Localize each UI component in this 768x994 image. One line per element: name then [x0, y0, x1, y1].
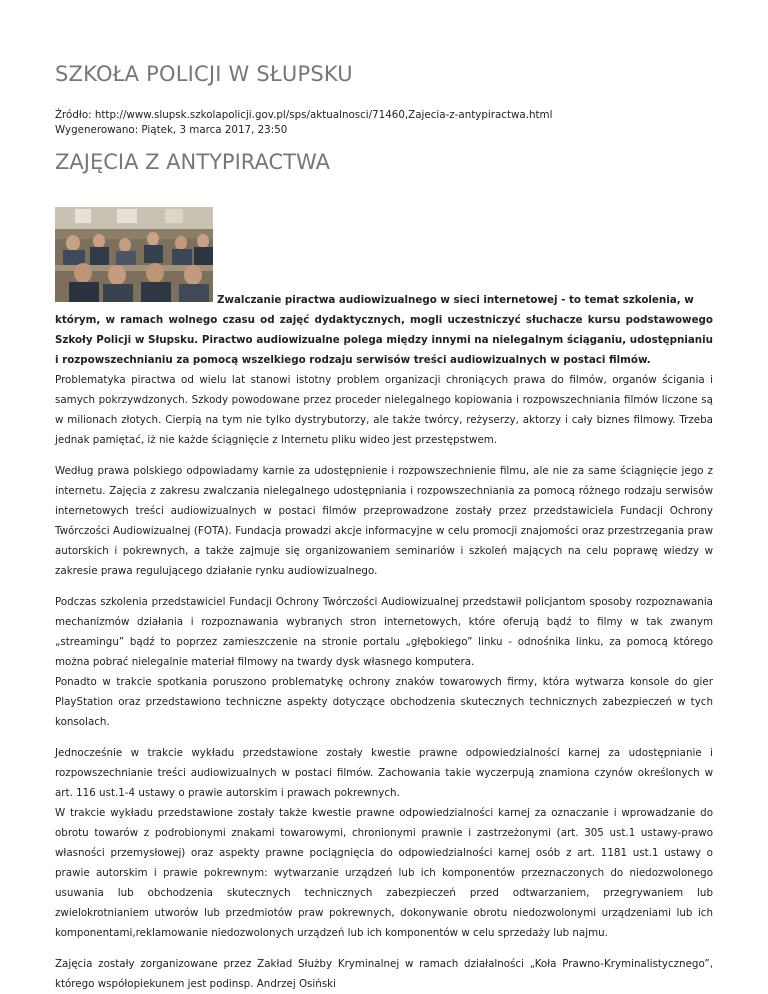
- lead-rest: którym, w ramach wolnego czasu od zajęć dydaktycznych, mogli uczestniczyć słuchacze kursu podstawowego Szkoły Policji w Słupsku. Piractwo audiowizualne polega między innymi na nielegalnym ściąganiu, udostępnianiu i rozpowszechnianiu za pomocą wszelkiego rodzaju serwisów treści audiowizualnych w postaci filmów.: [55, 314, 713, 366]
- article-title: ZAJĘCIA Z ANTYPIRACTWA: [55, 150, 330, 174]
- paragraph-2: Według prawa polskiego odpowiadamy karnie za udostępnienie i rozpowszechnienie filmu, ale nie za same ściągnięcie jego z internetu. Zajęcia z zakresu zwalczania nielegalnego udostępniania i rozpowszechniania za pomocą różnego rodzaju serwisów internetowych treści audiowizualnych w postaci filmów przeprowadzone zostały przez przedstawiciela Fundacji Ochrony Twórczości Audiowizualnej (FOTA). Fundacja prowadzi akcje informacyjne w celu promocji znajomości oraz przestrzegania praw autorskich i pokrewnych, a także zajmuje się organizowaniem seminariów i szkoleń mających na celu poprawę wiedzy w zakresie prawa regulującego działanie rynku audiowizualnego.: [55, 465, 713, 577]
- lead-first-line: Zwalczanie piractwa audiowizualnego w sieci internetowej - to temat szkolenia, w: [217, 294, 694, 306]
- paragraph-3a: Podczas szkolenia przedstawiciel Fundacji Ochrony Twórczości Audiowizualnej przedstawił policjantom sposoby rozpoznawania mechanizmów działania i rozpoznawania wybranych stron internetowych, które oferują bądź to filmy w tak zwanym „streamingu” bądź to poprzez zamieszczenie na stronie portalu „głębokiego” linku - odnośnika linku, za pomocą którego można pobrać nielegalnie materiał filmowy na twardy dysk własnego komputera.: [55, 596, 713, 668]
- paragraph-5: Zajęcia zostały zorganizowane przez Zakład Służby Kryminalnej w ramach działalności „Koła Prawno-Kryminalistycznego”, którego współopiekunem jest podinsp. Andrzej Osiński: [55, 958, 713, 990]
- article-content: [55, 290, 713, 994]
- paragraph-4b: W trakcie wykładu przedstawione zostały także kwestie prawne odpowiedzialności karnej za oznaczanie i wprowadzanie do obrotu towarów z podrobionymi znakami towarowymi, chronionymi prawnie i zastrzeżonymi (art. 305 ust.1 ustawy-prawo własności przemysłowej) oraz aspekty prawne pociągnięcia do odpowiedzialności karnej osób z art. 1181 ust.1 ustawy o prawie autorskim i prawie pokrewnym: wytwarzanie urządzeń lub ich komponentów przeznaczonych do niedozwolonego usuwania lub obchodzenia skutecznych technicznych zabezpieczeń przed odtwarzaniem, przegrywaniem lub zwielokrotnianiem utworów lub przedmiotów praw pokrewnych, dokonywanie obrotu niedozwolonymi urządzeniami lub ich komponentami,reklamowanie niedozwolonych urządzeń lub ich komponentów w celu sprzedaży lub najmu.: [55, 807, 713, 939]
- meta-info: [55, 108, 552, 138]
- generated-date: Wygenerowano: Piątek, 3 marca 2017, 23:50: [55, 124, 288, 136]
- article-photo: [55, 207, 213, 302]
- paragraph-1: Problematyka piractwa od wielu lat stanowi istotny problem organizacji chroniących prawa do filmów, organów ścigania i samych pokrzywdzonych. Szkody powodowane przez proceder nielegalnego kopiowania i rozpowszechniania filmów liczone są w milionach złotych. Cierpią na tym nie tylko dystrybutorzy, ale także twórcy, reżyserzy, aktorzy i cały biznes filmowy. Trzeba jednak pamiętać, iż nie każde ściągnięcie z Internetu pliku wideo jest przestępstwem.: [55, 374, 713, 446]
- classroom-photo-icon: [55, 207, 213, 302]
- article-lead: [55, 290, 713, 370]
- paragraph-3b: Ponadto w trakcie spotkania poruszono problematykę ochrony znaków towarowych firmy, która wytwarza konsole do gier PlayStation oraz przedstawiono techniczne aspekty dotyczące obchodzenia skutecznych technicznych zabezpieczeń w tych konsolach.: [55, 676, 713, 728]
- source-url: Źródło: http://www.slupsk.szkolapolicji.gov.pl/sps/aktualnosci/71460,Zajecia-z-antypiractwa.html: [55, 109, 553, 121]
- paragraph-4a: Jednocześnie w trakcie wykładu przedstawione zostały kwestie prawne odpowiedzialności karnej za udostępnianie i rozpowszechnianie treści audiowizualnych w postaci filmów. Zachowania takie wyczerpują znamiona czynów określonych w art. 116 ust.1-4 ustawy o prawie autorskim i prawach pokrewnych.: [55, 747, 713, 799]
- site-title: SZKOŁA POLICJI W SŁUPSKU: [55, 62, 353, 86]
